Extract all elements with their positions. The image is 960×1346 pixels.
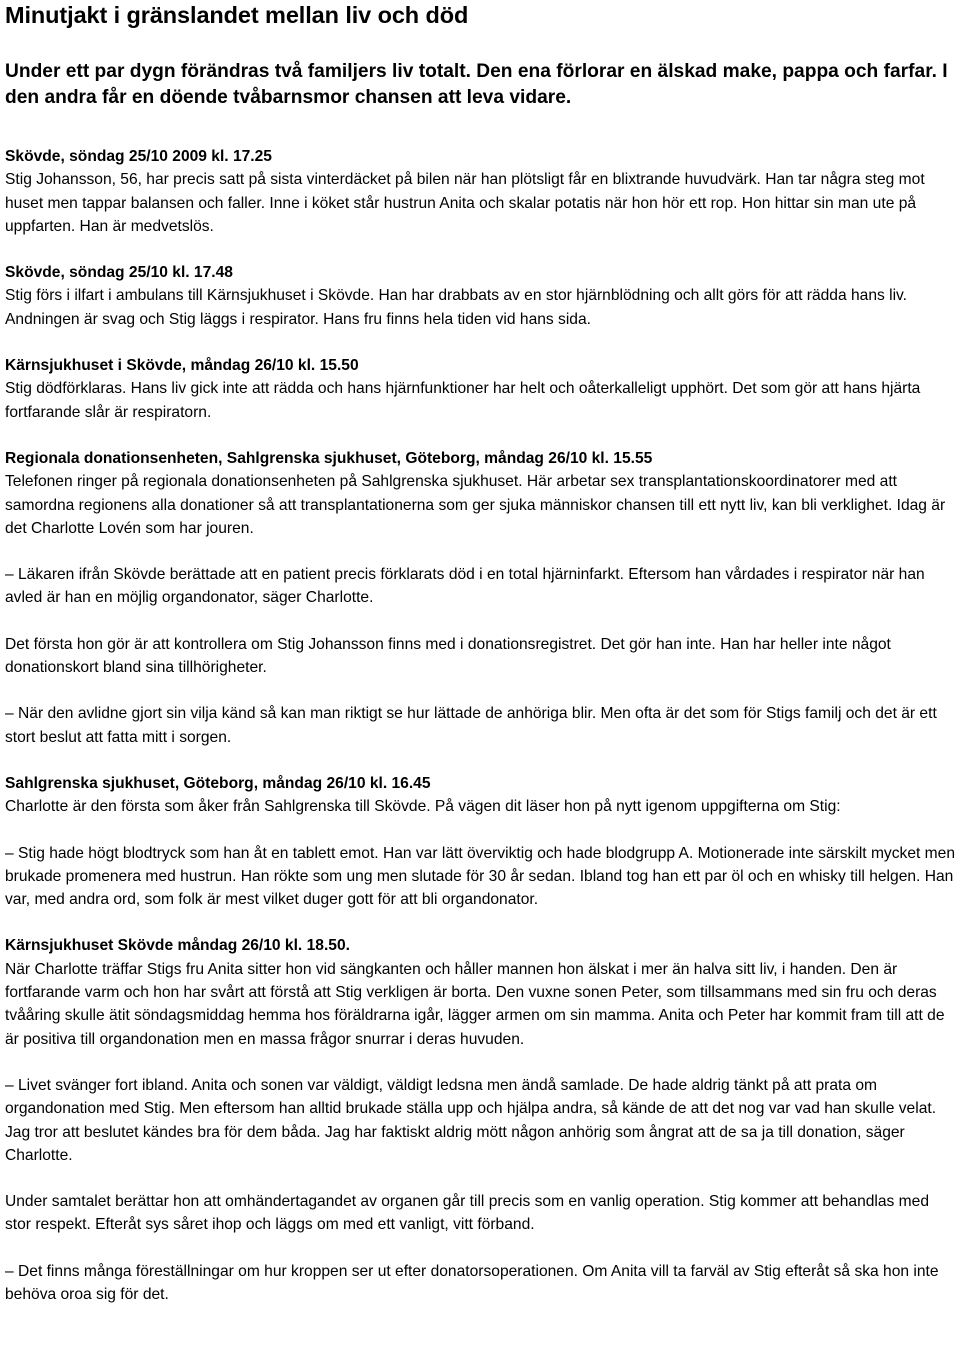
section-text: Stig förs i ilfart i ambulans till Kärnsjukhuset i Skövde. Han har drabbats av en stor hjärnblödning och allt görs för att rädda hans liv. Andningen är svag och Stig läggs i respirator. Hans fru finns hela tiden vid hans sida. xyxy=(5,287,908,328)
section-karnsjukhuset-1850 xyxy=(5,934,956,1050)
section-text: Charlotte är den första som åker från Sahlgrenska till Skövde. På vägen dit läser hon på nytt igenom uppgifterna om Stig: xyxy=(5,798,841,816)
section-heading: Sahlgrenska sjukhuset, Göteborg, måndag 26/10 kl. 16.45 xyxy=(5,774,431,792)
section-skovde-1725 xyxy=(5,145,956,238)
section-text: – Stig hade högt blodtryck som han åt en tablett emot. Han var lätt överviktig och hade blodgrupp A. Motionerade inte särskilt mycket men brukade promenera med hustrun. Han rökte som ung men slutade för 30 år sedan. Ibland tog han ett par öl och en whisky till helgen. Han var, med andra ord, som folk är mest vilket duger gott för att bli organdonator. xyxy=(5,844,956,909)
section-text: Stig Johansson, 56, har precis satt på sista vinterdäcket på bilen när han plötsligt får en blixtrande huvudvärk. Han tar några steg mot huset men tappar balansen och faller. Inne i köket står hustrun Anita och skalar potatis när hon hör ett rop. Hon hittar sin man ute på uppfarten. Han är medvetslös. xyxy=(5,171,925,235)
section-text: – Det finns många föreställningar om hur kroppen ser ut efter donatorsoperationen. Om Anita vill ta farväl av Stig efteråt så ska hon inte behöva oroa sig för det. xyxy=(5,1262,939,1303)
article-lead: Under ett par dygn förändras två familjers liv totalt. Den ena förlorar en älskad make, pappa och farfar. I den andra får en döende tvåbarnsmor chansen att leva vidare. xyxy=(5,61,948,108)
paragraph-quote-livet xyxy=(5,1074,956,1167)
paragraph-samtalet xyxy=(5,1190,956,1237)
section-heading: Skövde, söndag 25/10 kl. 17.48 xyxy=(5,264,233,282)
section-heading: Kärnsjukhuset i Skövde, måndag 26/10 kl. 15.50 xyxy=(5,357,359,375)
section-text: Stig dödförklaras. Hans liv gick inte att rädda och hans hjärnfunktioner har helt och oåterkalleligt upphört. Det som gör att hans hjärta fortfarande slår är respiratorn. xyxy=(5,380,921,421)
paragraph-quote-forestallningar xyxy=(5,1260,956,1307)
section-text: Det första hon gör är att kontrollera om Stig Johansson finns med i donationsregistret. Det gör han inte. Han har heller inte något donationskort bland sina tillhörigheter. xyxy=(5,635,891,677)
section-text: – Livet svänger fort ibland. Anita och sonen var väldigt, väldigt ledsna men ändå samlade. De hade aldrig tänkt på att prata om organdonation med Stig. Men eftersom han alltid brukade ställa upp och hjälpa andra, så kände de att det nog var vad han skulle velat. Jag tror att beslutet kändes bra för dem båda. Jag har faktiskt aldrig mött någon anhörig som ångrat att de sa ja till donation, säger Charlotte. xyxy=(5,1076,937,1164)
section-sahlgrenska-1645 xyxy=(5,772,956,819)
section-heading: Kärnsjukhuset Skövde måndag 26/10 kl. 18.50. xyxy=(5,937,350,955)
section-skovde-1748 xyxy=(5,261,956,331)
paragraph-donationsregistret xyxy=(5,633,956,680)
section-donationsenheten-1555 xyxy=(5,447,956,540)
section-heading: Regionala donationsenheten, Sahlgrenska sjukhuset, Göteborg, måndag 26/10 kl. 15.55 xyxy=(5,449,653,467)
section-heading: Skövde, söndag 25/10 2009 kl. 17.25 xyxy=(5,148,272,165)
section-text: – Läkaren ifrån Skövde berättade att en patient precis förklarats död i en total hjärninfarkt. Eftersom han vårdades i respirator när han avled är han en möjlig organdonator, säger Charlotte. xyxy=(5,566,925,607)
section-text: Under samtalet berättar hon att omhändertagandet av organen går till precis som en vanlig operation. Stig kommer att behandlas med stor respekt. Efteråt sys såret ihop och läggs om med ett vanligt, vitt förband. xyxy=(5,1193,930,1234)
paragraph-quote-lakaren xyxy=(5,563,956,610)
paragraph-quote-avlidne xyxy=(5,702,956,749)
article-title: Minutjakt i gränslandet mellan liv och död xyxy=(5,2,469,28)
section-text: Telefonen ringer på regionala donationsenheten på Sahlgrenska sjukhuset. Här arbetar sex transplantationskoordinatorer med att samordna regionens alla donationer så att transplantationerna som ger sjuka människor chansen till ett nytt liv, kan bli verklighet. Idag är det Charlotte Lovén som har jouren. xyxy=(5,473,946,537)
paragraph-quote-blodtryck xyxy=(5,842,956,912)
section-text: När Charlotte träffar Stigs fru Anita sitter hon vid sängkanten och håller mannen hon älskat i mer än halva sitt liv, i handen. Den är fortfarande varm och hon har svårt att förstå att Stig verkligen är borta. Den vuxne sonen Peter, som tillsammans med sin fru och deras tvååring skulle ätit söndagsmiddag hemma hos föräldrarna igår, lägger armen om sin mamma. Anita och Peter har kommit fram till att de är positiva till organdonation men en massa frågor snurrar i deras huvuden. xyxy=(5,960,945,1048)
section-text: – När den avlidne gjort sin vilja känd så kan man riktigt se hur lättade de anhöriga blir. Men ofta är det som för Stigs familj och det är ett stort beslut att fatta mitt i sorgen. xyxy=(5,705,937,746)
section-karnsjukhuset-1550 xyxy=(5,354,956,424)
